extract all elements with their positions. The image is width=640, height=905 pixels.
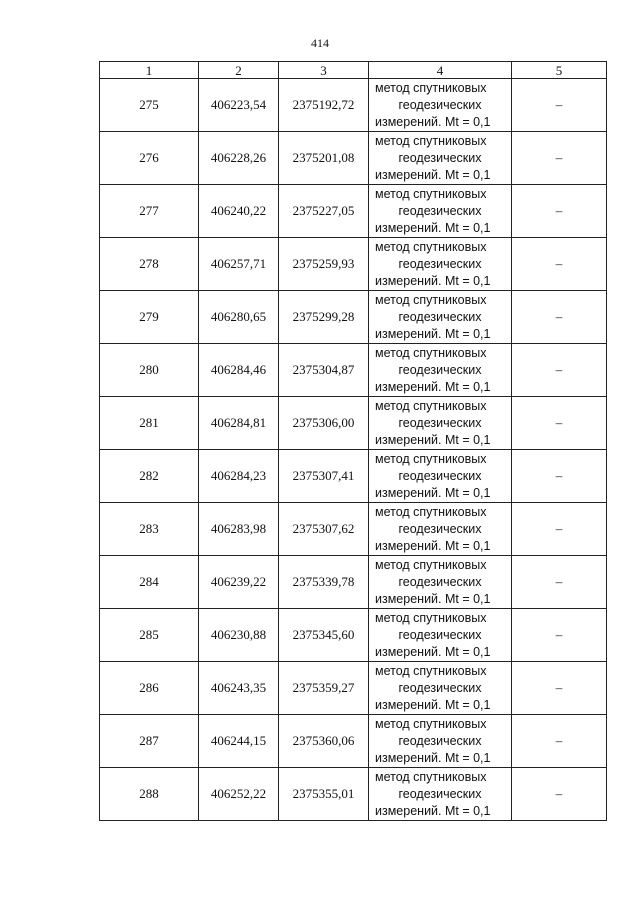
point-number-cell: 280 — [100, 344, 199, 397]
header-col-5: 5 — [512, 62, 607, 79]
note-cell: – — [512, 291, 607, 344]
y-coordinate-cell: 2375299,28 — [279, 291, 369, 344]
method-line: метод спутниковых — [375, 292, 487, 307]
y-coordinate-cell: 2375355,01 — [279, 768, 369, 821]
method-line: метод спутниковых — [375, 80, 487, 95]
header-col-4: 4 — [369, 62, 512, 79]
method-line: измерений. Mt = 0,1 — [375, 167, 491, 182]
method-line: геодезических — [398, 627, 482, 642]
method-line: геодезических — [398, 362, 482, 377]
point-number-cell: 276 — [100, 132, 199, 185]
method-line: геодезических — [398, 150, 482, 165]
table-header-row — [100, 62, 607, 79]
x-coordinate-cell: 406223,54 — [199, 79, 279, 132]
note-cell: – — [512, 715, 607, 768]
note-cell: – — [512, 397, 607, 450]
y-coordinate-cell: 2375306,00 — [279, 397, 369, 450]
method-line: геодезических — [398, 786, 482, 801]
table-row — [100, 609, 607, 662]
coordinates-table — [99, 61, 607, 821]
method-line: геодезических — [398, 97, 482, 112]
note-cell: – — [512, 768, 607, 821]
method-line: измерений. Mt = 0,1 — [375, 326, 491, 341]
note-cell: – — [512, 185, 607, 238]
header-col-1: 1 — [100, 62, 199, 79]
point-number-cell: 288 — [100, 768, 199, 821]
x-coordinate-cell: 406239,22 — [199, 556, 279, 609]
point-number-cell: 279 — [100, 291, 199, 344]
method-line: измерений. Mt = 0,1 — [375, 697, 491, 712]
table-row — [100, 503, 607, 556]
x-coordinate-cell: 406283,98 — [199, 503, 279, 556]
note-cell: – — [512, 238, 607, 291]
method-line: геодезических — [398, 256, 482, 271]
note-cell: – — [512, 662, 607, 715]
method-cell — [369, 344, 512, 397]
table-row — [100, 450, 607, 503]
y-coordinate-cell: 2375339,78 — [279, 556, 369, 609]
point-number-cell: 281 — [100, 397, 199, 450]
x-coordinate-cell: 406228,26 — [199, 132, 279, 185]
table-row — [100, 715, 607, 768]
x-coordinate-cell: 406243,35 — [199, 662, 279, 715]
method-cell — [369, 185, 512, 238]
method-line: измерений. Mt = 0,1 — [375, 379, 491, 394]
point-number-cell: 275 — [100, 79, 199, 132]
table-row — [100, 344, 607, 397]
method-line: геодезических — [398, 203, 482, 218]
y-coordinate-cell: 2375259,93 — [279, 238, 369, 291]
table-row — [100, 185, 607, 238]
method-line: геодезических — [398, 521, 482, 536]
y-coordinate-cell: 2375345,60 — [279, 609, 369, 662]
method-cell — [369, 556, 512, 609]
method-line: метод спутниковых — [375, 769, 487, 784]
method-line: метод спутниковых — [375, 504, 487, 519]
method-line: геодезических — [398, 309, 482, 324]
method-cell — [369, 450, 512, 503]
y-coordinate-cell: 2375201,08 — [279, 132, 369, 185]
note-cell: – — [512, 344, 607, 397]
x-coordinate-cell: 406252,22 — [199, 768, 279, 821]
method-line: измерений. Mt = 0,1 — [375, 750, 491, 765]
point-number-cell: 286 — [100, 662, 199, 715]
method-line: измерений. Mt = 0,1 — [375, 538, 491, 553]
method-line: измерений. Mt = 0,1 — [375, 273, 491, 288]
method-line: измерений. Mt = 0,1 — [375, 432, 491, 447]
table-row — [100, 768, 607, 821]
y-coordinate-cell: 2375360,06 — [279, 715, 369, 768]
note-cell: – — [512, 503, 607, 556]
method-line: метод спутниковых — [375, 345, 487, 360]
x-coordinate-cell: 406280,65 — [199, 291, 279, 344]
y-coordinate-cell: 2375307,62 — [279, 503, 369, 556]
point-number-cell: 278 — [100, 238, 199, 291]
method-cell — [369, 238, 512, 291]
method-line: измерений. Mt = 0,1 — [375, 591, 491, 606]
table-row — [100, 291, 607, 344]
y-coordinate-cell: 2375359,27 — [279, 662, 369, 715]
x-coordinate-cell: 406240,22 — [199, 185, 279, 238]
method-line: измерений. Mt = 0,1 — [375, 220, 491, 235]
method-line: метод спутниковых — [375, 133, 487, 148]
method-line: метод спутниковых — [375, 557, 487, 572]
x-coordinate-cell: 406257,71 — [199, 238, 279, 291]
method-line: метод спутниковых — [375, 610, 487, 625]
method-line: геодезических — [398, 415, 482, 430]
note-cell: – — [512, 79, 607, 132]
method-cell — [369, 132, 512, 185]
x-coordinate-cell: 406284,23 — [199, 450, 279, 503]
method-line: метод спутниковых — [375, 186, 487, 201]
method-line: метод спутниковых — [375, 663, 487, 678]
method-line: геодезических — [398, 733, 482, 748]
note-cell: – — [512, 132, 607, 185]
method-cell — [369, 768, 512, 821]
table-row — [100, 397, 607, 450]
method-line: геодезических — [398, 468, 482, 483]
x-coordinate-cell: 406284,81 — [199, 397, 279, 450]
method-line: измерений. Mt = 0,1 — [375, 803, 491, 818]
method-line: измерений. Mt = 0,1 — [375, 114, 491, 129]
method-cell — [369, 291, 512, 344]
table-row — [100, 132, 607, 185]
method-cell — [369, 397, 512, 450]
method-line: метод спутниковых — [375, 239, 487, 254]
method-cell — [369, 662, 512, 715]
x-coordinate-cell: 406284,46 — [199, 344, 279, 397]
method-line: измерений. Mt = 0,1 — [375, 485, 491, 500]
table-body — [100, 79, 607, 821]
point-number-cell: 283 — [100, 503, 199, 556]
method-cell — [369, 715, 512, 768]
table-row — [100, 238, 607, 291]
method-line: метод спутниковых — [375, 451, 487, 466]
table-row — [100, 79, 607, 132]
x-coordinate-cell: 406230,88 — [199, 609, 279, 662]
point-number-cell: 282 — [100, 450, 199, 503]
method-cell — [369, 79, 512, 132]
y-coordinate-cell: 2375307,41 — [279, 450, 369, 503]
point-number-cell: 285 — [100, 609, 199, 662]
table-row — [100, 662, 607, 715]
point-number-cell: 287 — [100, 715, 199, 768]
y-coordinate-cell: 2375227,05 — [279, 185, 369, 238]
header-col-2: 2 — [199, 62, 279, 79]
method-cell — [369, 503, 512, 556]
page-number: 414 — [311, 36, 329, 50]
method-line: измерений. Mt = 0,1 — [375, 644, 491, 659]
y-coordinate-cell: 2375304,87 — [279, 344, 369, 397]
method-line: геодезических — [398, 574, 482, 589]
table-row — [100, 556, 607, 609]
note-cell: – — [512, 609, 607, 662]
y-coordinate-cell: 2375192,72 — [279, 79, 369, 132]
point-number-cell: 284 — [100, 556, 199, 609]
point-number-cell: 277 — [100, 185, 199, 238]
method-line: метод спутниковых — [375, 716, 487, 731]
method-line: геодезических — [398, 680, 482, 695]
note-cell: – — [512, 556, 607, 609]
method-cell — [369, 609, 512, 662]
header-col-3: 3 — [279, 62, 369, 79]
x-coordinate-cell: 406244,15 — [199, 715, 279, 768]
note-cell: – — [512, 450, 607, 503]
method-line: метод спутниковых — [375, 398, 487, 413]
